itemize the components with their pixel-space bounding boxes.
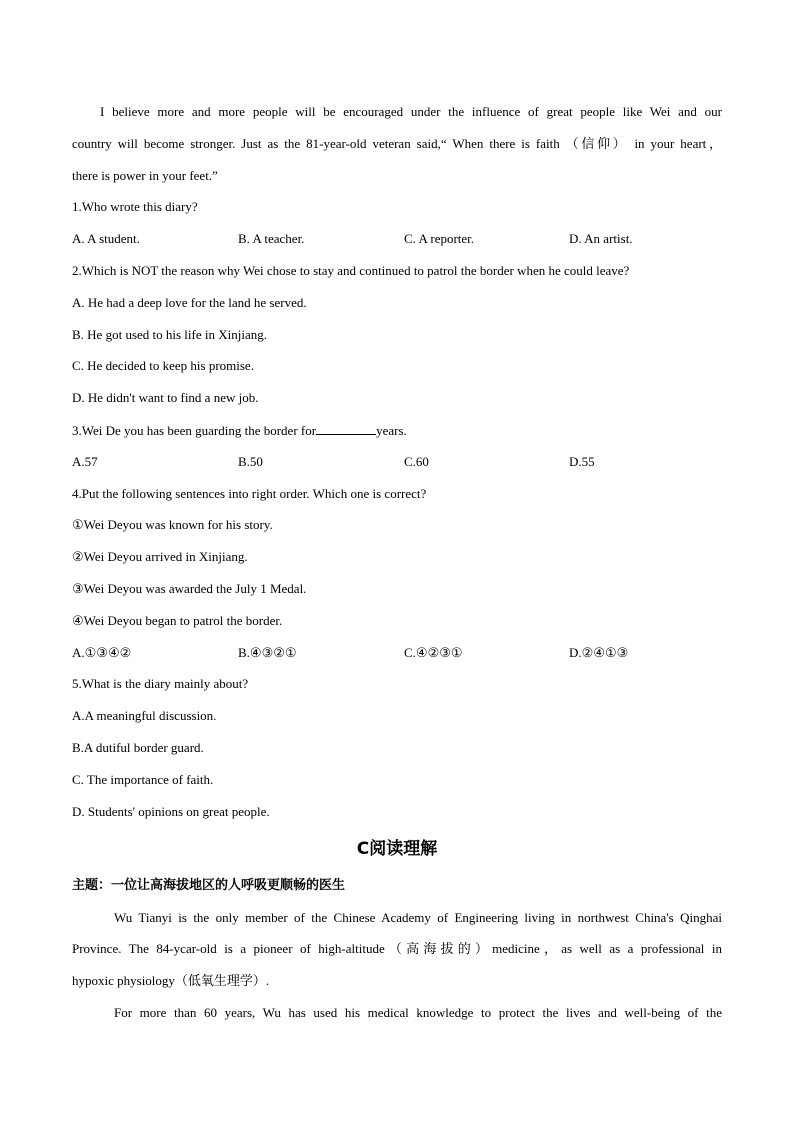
question-4-option-c[interactable]: C.④②③①	[404, 645, 463, 660]
question-5-option-d[interactable]: D. Students' opinions on great people.	[72, 804, 270, 819]
section-c-para-1-line-2: Province. The 84-ycar-old is a pioneer of high-altitude（高海拔的）medicine，as well as a professional in	[72, 941, 722, 956]
question-3-blank[interactable]	[316, 422, 376, 435]
question-4-sentence-1: ①Wei Deyou was known for his story.	[72, 517, 273, 532]
question-3-stem	[72, 422, 407, 439]
question-4-stem: 4.Put the following sentences into right order. Which one is correct?	[72, 486, 427, 501]
question-3-option-d[interactable]: D.55	[569, 454, 595, 469]
section-c-para-1-line-1: Wu Tianyi is the only member of the Chinese Academy of Engineering living in northwest China's Qinghai	[114, 910, 722, 925]
section-c-theme: 主题：一位让高海拔地区的人呼吸更顺畅的医生	[72, 878, 346, 893]
question-4-sentence-2: ②Wei Deyou arrived in Xinjiang.	[72, 549, 248, 564]
question-4-sentence-4: ④Wei Deyou began to patrol the border.	[72, 613, 283, 628]
passage-b-closing-line-3: there is power in your feet.”	[72, 168, 218, 183]
question-1-option-d[interactable]: D. An artist.	[569, 231, 633, 246]
question-5-option-a[interactable]: A.A meaningful discussion.	[72, 708, 217, 723]
section-c-para-1-line-3: hypoxic physiology（低氧生理学）.	[72, 973, 270, 988]
question-3-option-b[interactable]: B.50	[238, 454, 263, 469]
question-2-option-a[interactable]: A. He had a deep love for the land he served.	[72, 295, 307, 310]
question-5-option-b[interactable]: B.A dutiful border guard.	[72, 740, 204, 755]
question-1-option-c[interactable]: C. A reporter.	[404, 231, 475, 246]
question-2-option-c[interactable]: C. He decided to keep his promise.	[72, 358, 254, 373]
question-5-option-c[interactable]: C. The importance of faith.	[72, 772, 214, 787]
question-2-stem: 2.Which is NOT the reason why Wei chose to stay and continued to patrol the border when he could leave?	[72, 263, 630, 278]
question-1-stem: 1.Who wrote this diary?	[72, 199, 198, 214]
question-2-option-d[interactable]: D. He didn't want to find a new job.	[72, 390, 259, 405]
passage-b-closing-line-2: country will become stronger. Just as the 81-year-old veteran said,“ When there is faith （信仰） in your heart，	[72, 136, 722, 151]
question-2-option-b[interactable]: B. He got used to his life in Xinjiang.	[72, 327, 267, 342]
question-1-option-a[interactable]: A. A student.	[72, 231, 140, 246]
question-5-stem: 5.What is the diary mainly about?	[72, 676, 249, 691]
question-1-option-b[interactable]: B. A teacher.	[238, 231, 305, 246]
question-3-stem-before: 3.Wei De you has been guarding the border for	[72, 423, 317, 438]
question-4-option-d[interactable]: D.②④①③	[569, 645, 629, 660]
question-4-option-a[interactable]: A.①③④②	[72, 645, 132, 660]
question-3-option-a[interactable]: A.57	[72, 454, 98, 469]
question-3-option-c[interactable]: C.60	[404, 454, 429, 469]
question-3-stem-after: years.	[376, 423, 407, 438]
question-4-option-b[interactable]: B.④③②①	[238, 645, 297, 660]
passage-b-closing-line-1: I believe more and more people will be encouraged under the influence of great people like Wei and our	[100, 104, 722, 119]
section-c-heading: C阅读理解	[356, 839, 438, 859]
section-c-para-2-line-1: For more than 60 years, Wu has used his medical knowledge to protect the lives and well-being of the	[114, 1005, 722, 1020]
question-4-sentence-3: ③Wei Deyou was awarded the July 1 Medal.	[72, 581, 307, 596]
